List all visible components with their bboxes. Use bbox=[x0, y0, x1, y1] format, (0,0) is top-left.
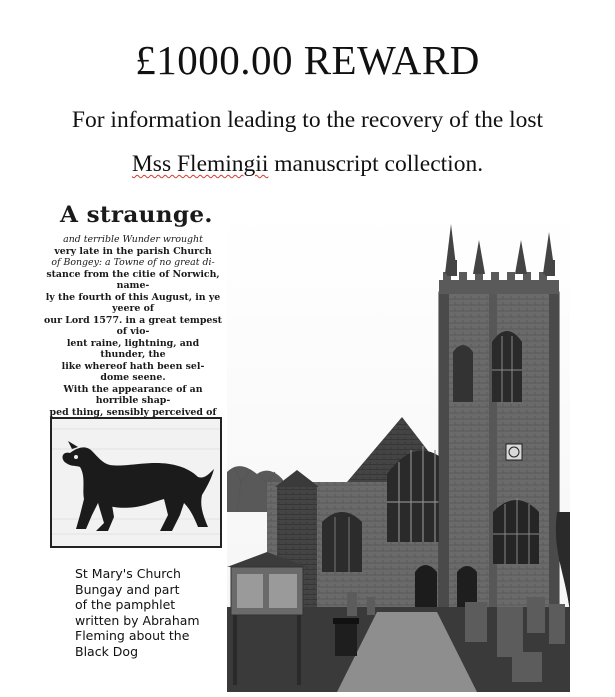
pamphlet-line: of Bongey: a Towne of no great di- bbox=[51, 257, 215, 268]
caption-line: written by Abraham bbox=[75, 612, 200, 628]
pamphlet-line: lent raine, lightning, and thunder, the bbox=[66, 337, 200, 360]
pamphlet-line: our Lord 1577. in a great tempest of vio- bbox=[44, 314, 222, 337]
reward-title: £1000.00 REWARD bbox=[135, 37, 480, 83]
caption-line: St Mary's Church bbox=[75, 566, 181, 581]
church-photo bbox=[227, 212, 570, 692]
st-marys-church-image bbox=[227, 212, 570, 692]
pamphlet-heading: A straunge. bbox=[60, 202, 213, 228]
pamphlet-line: very late in the parish Church bbox=[54, 245, 212, 257]
subtitle-line-2 bbox=[0, 151, 615, 178]
caption-line: Bungay and part bbox=[75, 581, 180, 597]
subtitle-line-2-rest: manuscript collection. bbox=[268, 151, 484, 177]
subtitle-line-1: For information leading to the recovery of the lost bbox=[71, 107, 544, 133]
black-dog-woodcut bbox=[50, 417, 222, 548]
pamphlet-line: stance from the citie of Norwich, name- bbox=[46, 268, 220, 291]
photo-caption bbox=[75, 566, 215, 659]
pamphlet-line: and terrible Wunder wrought bbox=[63, 234, 203, 245]
caption-line: Fleming about the bbox=[75, 628, 190, 643]
pamphlet-line: dome seene. bbox=[100, 372, 166, 383]
pamphlet-line: like whereof hath been sel- bbox=[61, 360, 205, 372]
black-dog-illustration bbox=[52, 419, 220, 546]
caption-line: of the pamphlet bbox=[75, 597, 176, 612]
pamphlet-image bbox=[36, 198, 222, 548]
caption-line: Black Dog bbox=[75, 643, 139, 659]
pamphlet-line: ped thing, sensibly perceived of bbox=[49, 406, 217, 418]
manuscript-name: Mss Flemingii bbox=[131, 151, 269, 177]
pamphlet-line: With the appearance of an horrible shap- bbox=[63, 383, 203, 406]
pamphlet-line: ly the fourth of this August, in ye yeere of bbox=[45, 291, 221, 314]
